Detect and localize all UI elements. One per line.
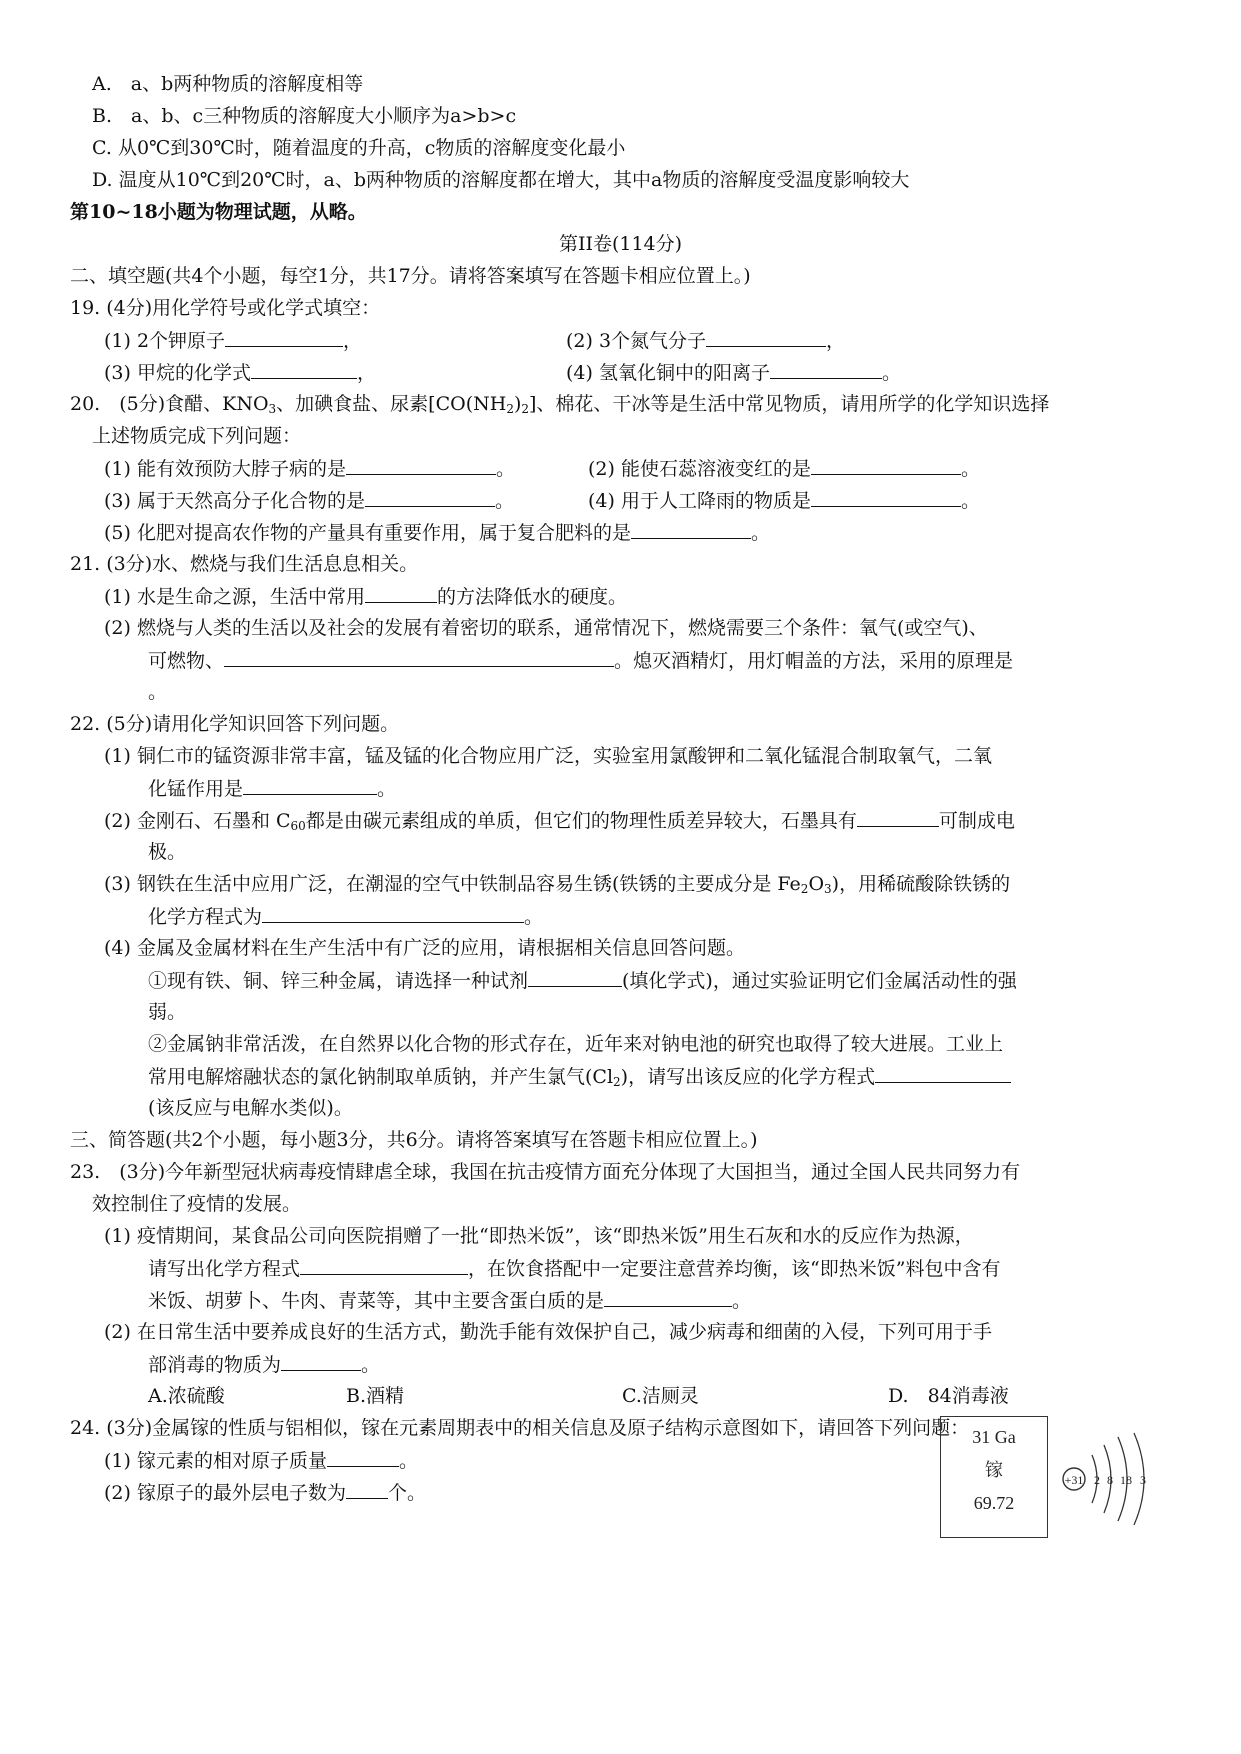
answer-blank[interactable] xyxy=(875,1062,1011,1083)
option-d: D. 温度从10℃到20℃时，a、b两种物质的溶解度都在增大，其中a物质的溶解度受温度影响较大 xyxy=(92,169,910,191)
answer-blank[interactable] xyxy=(770,358,882,379)
q22-item-3: (3) 钢铁在生活中应用广泛，在潮湿的空气中铁制品容易生锈(铁锈的主要成分是 $Fe_2O_3$)，用稀硫酸除铁锈的 xyxy=(104,873,1011,896)
option-c: C. 从0℃到30℃时，随着温度的升高，c物质的溶解度变化最小 xyxy=(92,137,626,159)
q23-item-1-line3: 米饭、胡萝卜、牛肉、青菜等，其中主要含蛋白质的是 。 xyxy=(148,1286,751,1315)
q20-item-1: (1) 能有效预防大脖子病的是 。 xyxy=(104,454,515,483)
q21-item-2-line3: 。 xyxy=(148,681,168,703)
element-number-symbol: 31 Ga xyxy=(972,1427,1016,1447)
q19-item-4: (4) 氢氧化铜中的阳离子 。 xyxy=(566,358,901,387)
q22-item-1: (1) 铜仁市的锰资源非常丰富，锰及锰的化合物应用广泛，实验室用氯酸钾和二氧化锰混合制取氧气，二氧 xyxy=(104,745,992,767)
answer-blank[interactable] xyxy=(262,902,524,923)
q23-item-2: (2) 在日常生活中要养成良好的生活方式，勤洗手能有效保护自己，减少病毒和细菌的入侵，下列可用于手 xyxy=(104,1321,992,1343)
q22-item-2: (2) 金刚石、石墨和 $C_{60}$都是由碳元素组成的单质，但它们的物理性质差异较大，石墨具有 可制成电 xyxy=(104,806,1015,835)
answer-blank[interactable] xyxy=(281,1350,361,1371)
answer-blank[interactable] xyxy=(857,806,939,827)
q20-stem: 20. (5分)食醋、$KNO_3$、加碘食盐、尿素$[CO(NH_2)_2]$、棉花、干冰等是生活中常见物质，请用所学的化学知识选择 xyxy=(70,393,1050,416)
answer-blank[interactable] xyxy=(811,486,961,507)
q24-item-1: (1) 镓元素的相对原子质量 。 xyxy=(104,1446,418,1475)
answer-blank[interactable] xyxy=(346,454,496,475)
q20-item-4: (4) 用于人工降雨的物质是 。 xyxy=(588,486,980,515)
q21-stem: 21. (3分)水、燃烧与我们生活息息相关。 xyxy=(70,553,419,575)
answer-blank[interactable] xyxy=(811,454,961,475)
choice-a: A.浓硫酸 xyxy=(148,1385,225,1407)
q22-item-4b-line2: 常用电解熔融状态的氯化钠制取单质钠，并产生氯气$(Cl_2)$，请写出该反应的化学方程式 xyxy=(148,1062,1011,1091)
physics-note: 第10~18小题为物理试题，从略。 xyxy=(70,201,367,223)
element-card xyxy=(940,1416,1048,1538)
choice-b: B.酒精 xyxy=(346,1385,405,1407)
answer-blank[interactable] xyxy=(365,486,495,507)
q21-item-2-line2: 可燃物、 。熄灭酒精灯，用灯帽盖的方法，采用的原理是 xyxy=(148,646,1013,675)
choice-c: C.洁厕灵 xyxy=(622,1385,699,1407)
q19-item-1: (1) 2个钾原子 ， xyxy=(104,326,362,355)
q22-item-4a: ①现有铁、铜、锌三种金属，请选择一种试剂 (填化学式)，通过实验证明它们金属活动性的强 xyxy=(148,966,1017,995)
shell-electrons-1: 2 xyxy=(1094,1473,1100,1487)
q24-stem: 24. (3分)金属镓的性质与铝相似，镓在元素周期表中的相关信息及原子结构示意图如下，请回答下列问题： xyxy=(70,1417,970,1439)
atom-structure-diagram xyxy=(1060,1425,1190,1525)
q19-stem: 19. (4分)用化学符号或化学式填空： xyxy=(70,297,381,319)
option-b: B. a、b、c三种物质的溶解度大小顺序为a>b>c xyxy=(92,105,517,127)
q21-item-1: (1) 水是生命之源，生活中常用 的方法降低水的硬度。 xyxy=(104,582,627,611)
q22-item-1-line2: 化锰作用是 。 xyxy=(148,774,396,803)
q22-item-4b-line3: (该反应与电解水类似)。 xyxy=(148,1097,353,1119)
q19-item-3: (3) 甲烷的化学式 ， xyxy=(104,358,376,387)
q23-item-1-line2: 请写出化学方程式 ，在饮食搭配中一定要注意营养均衡，该“即热米饭”料包中含有 xyxy=(148,1254,1000,1283)
q22-item-3-line2: 化学方程式为 。 xyxy=(148,902,543,931)
choice-d: D. 84消毒液 xyxy=(888,1385,1009,1407)
answer-blank[interactable] xyxy=(224,646,614,667)
q23-stem: 23. (3分)今年新型冠状病毒疫情肆虐全球，我国在抗击疫情方面充分体现了大国担当，通过全国人民共同努力有 xyxy=(70,1161,1021,1183)
answer-blank[interactable] xyxy=(327,1446,399,1467)
answer-blank[interactable] xyxy=(631,518,751,539)
q20-item-5: (5) 化肥对提高农作物的产量具有重要作用，属于复合肥料的是 。 xyxy=(104,518,770,547)
answer-blank[interactable] xyxy=(604,1286,732,1307)
q22-item-2-line2: 极。 xyxy=(148,841,187,863)
option-a: A. a、b两种物质的溶解度相等 xyxy=(92,73,364,95)
answer-blank[interactable] xyxy=(706,326,826,347)
element-name: 镓 xyxy=(985,1460,1003,1480)
answer-blank[interactable] xyxy=(300,1254,468,1275)
answer-blank[interactable] xyxy=(243,774,377,795)
element-mass: 69.72 xyxy=(973,1493,1015,1513)
section2-heading: 二、填空题(共4个小题，每空1分，共17分。请将答案填写在答题卡相应位置上。) xyxy=(70,265,751,287)
nucleus-charge: +31 xyxy=(1064,1473,1084,1487)
q23-item-2-line2: 部消毒的物质为 。 xyxy=(148,1350,380,1379)
q20-stem-line2: 上述物质完成下列问题： xyxy=(92,425,302,447)
q22-item-4b: ②金属钠非常活泼，在自然界以化合物的形式存在，近年来对钠电池的研究也取得了较大进展。工业上 xyxy=(148,1033,1004,1055)
q21-item-2: (2) 燃烧与人类的生活以及社会的发展有着密切的联系，通常情况下，燃烧需要三个条件：氧气(或空气)、 xyxy=(104,617,988,639)
q22-stem: 22. (5分)请用化学知识回答下列问题。 xyxy=(70,713,400,735)
shell-electrons-2: 8 xyxy=(1107,1473,1113,1487)
answer-blank[interactable] xyxy=(225,326,343,347)
q22-item-4a-line2: 弱。 xyxy=(148,1001,187,1023)
q20-item-2: (2) 能使石蕊溶液变红的是 。 xyxy=(588,454,980,483)
q23-item-1: (1) 疫情期间，某食品公司向医院捐赠了一批“即热米饭”，该“即热米饭”用生石灰和水的反应作为热源， xyxy=(104,1225,974,1247)
shell-electrons-4: 3 xyxy=(1140,1473,1146,1487)
section3-heading: 三、简答题(共2个小题，每小题3分，共6分。请将答案填写在答题卡相应位置上。) xyxy=(70,1129,758,1151)
q19-item-2: (2) 3个氮气分子 ， xyxy=(566,326,845,355)
answer-blank[interactable] xyxy=(346,1478,388,1499)
answer-blank[interactable] xyxy=(528,966,622,987)
answer-blank[interactable] xyxy=(251,358,357,379)
q22-item-4: (4) 金属及金属材料在生产生活中有广泛的应用，请根据相关信息回答问题。 xyxy=(104,937,745,959)
shell-electrons-3: 18 xyxy=(1120,1473,1132,1487)
q20-item-3: (3) 属于天然高分子化合物的是 。 xyxy=(104,486,514,515)
part2-title: 第II卷(114分) xyxy=(558,233,683,255)
answer-blank[interactable] xyxy=(365,582,437,603)
q23-stem-line2: 效控制住了疫情的发展。 xyxy=(92,1193,302,1215)
q24-item-2: (2) 镓原子的最外层电子数为 个。 xyxy=(104,1478,426,1507)
